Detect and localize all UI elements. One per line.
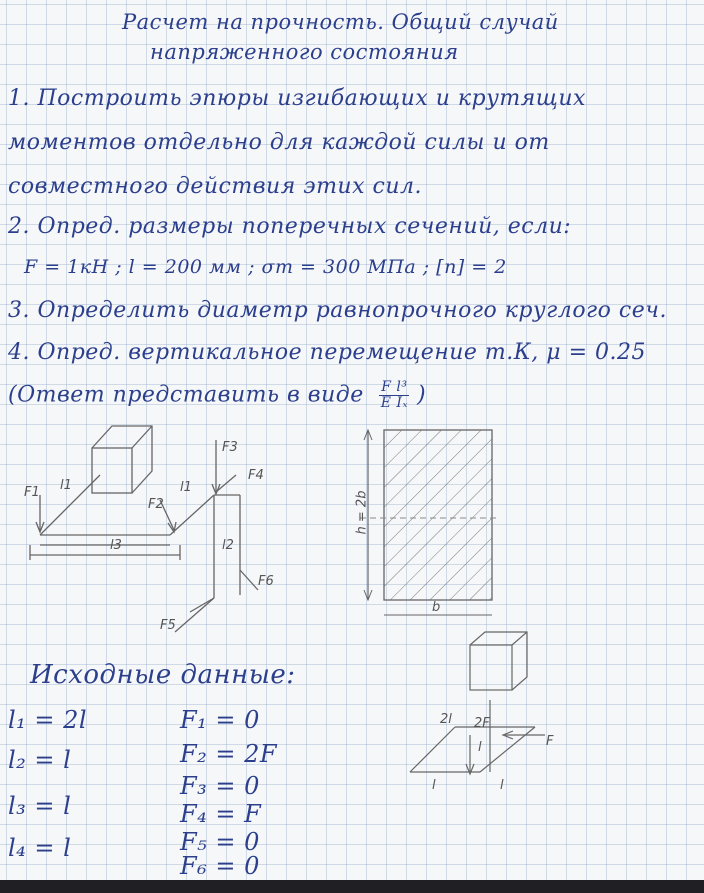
task-line-4: 2. Опред. размеры поперечных сечений, если: xyxy=(8,214,572,239)
label-l3: l3 xyxy=(110,538,122,553)
force-f5: F₅ = 0 xyxy=(180,828,260,856)
length-l4: l₄ = l xyxy=(8,834,72,862)
label-f4: F4 xyxy=(248,468,264,483)
length-l1: l₁ = 2l xyxy=(8,706,88,734)
length-l3: l₃ = l xyxy=(8,792,72,820)
label-small-2F: 2F xyxy=(474,716,490,731)
label-l1-b: l1 xyxy=(180,480,192,495)
task-line-3: совместного действия этих сил. xyxy=(8,174,422,199)
label-small-l-left: l xyxy=(432,778,436,793)
label-f2: F2 xyxy=(148,497,164,512)
label-l2: l2 xyxy=(222,538,234,553)
screen-bottom-bar xyxy=(0,880,704,893)
fraction-denominator: E Iₓ xyxy=(380,395,408,411)
force-f3: F₃ = 0 xyxy=(180,772,260,800)
answer-prefix: (Ответ представить в виде xyxy=(8,382,364,408)
task-line-5: F = 1кН ; l = 200 мм ; σт = 300 МПа ; [n] = 2 xyxy=(24,256,507,278)
force-f1: F₁ = 0 xyxy=(180,706,260,734)
task-line-7: 4. Опред. вертикальное перемещение т.К, μ = 0.25 xyxy=(8,340,646,365)
cross-section-diagram xyxy=(360,430,500,615)
task-line-2: моментов отдельно для каждой силы и от xyxy=(8,130,550,155)
label-small-l-mid: l xyxy=(478,740,482,755)
force-f2: F₂ = 2F xyxy=(180,740,278,768)
force-f6: F₆ = 0 xyxy=(180,852,260,880)
label-f6: F6 xyxy=(258,574,274,589)
label-small-F: F xyxy=(546,734,554,749)
label-small-2l: 2l xyxy=(440,712,452,727)
source-data-heading: Исходные данные: xyxy=(30,660,296,690)
page-title-line1: Расчет на прочность. Общий случай xyxy=(122,10,559,34)
task-line-6: 3. Определить диаметр равнопрочного круглого сеч. xyxy=(8,298,667,323)
label-l1-a: l1 xyxy=(60,478,72,493)
answer-close-paren: ) xyxy=(416,382,427,408)
label-f3: F3 xyxy=(222,440,238,455)
length-l2: l₂ = l xyxy=(8,746,72,774)
frame-diagram xyxy=(30,426,258,632)
label-f5: F5 xyxy=(160,618,176,633)
force-f4: F₄ = F xyxy=(180,800,262,828)
label-b: b xyxy=(432,600,441,615)
fraction-numerator: F l³ xyxy=(381,379,408,395)
label-small-l-right: l xyxy=(500,778,504,793)
label-f1: F1 xyxy=(24,485,40,500)
label-h-2b: h = 2b xyxy=(354,490,370,535)
task-line-1: 1. Построить эпюры изгибающих и крутящих xyxy=(8,86,586,111)
page-title-line2: напряженного состояния xyxy=(150,40,459,64)
